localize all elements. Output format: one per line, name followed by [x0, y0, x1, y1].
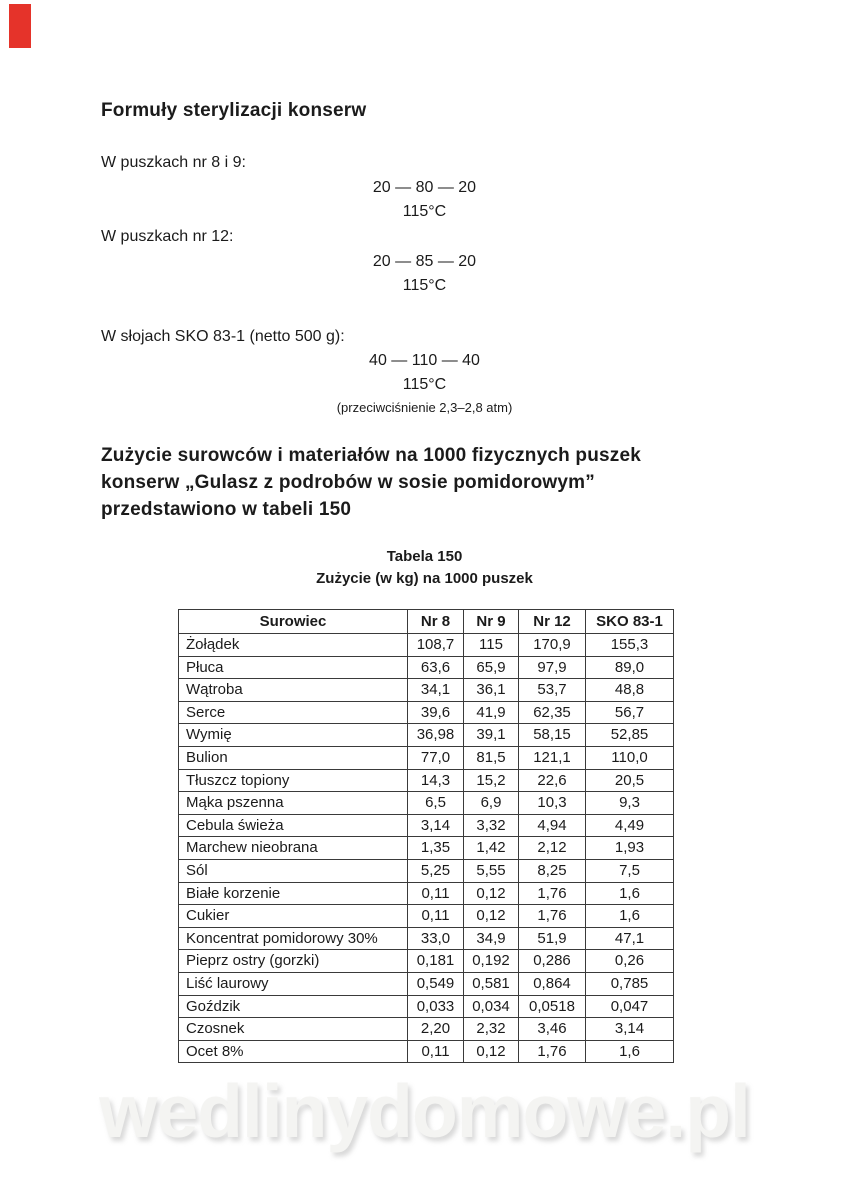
ingredient-name-cell: Ocet 8%: [179, 1040, 408, 1063]
quantity-cell: 0,192: [464, 950, 519, 973]
ingredient-name-cell: Koncentrat pomidorowy 30%: [179, 927, 408, 950]
quantity-cell: 1,93: [586, 837, 674, 860]
quantity-cell: 1,76: [519, 882, 586, 905]
quantity-cell: 0,11: [408, 1040, 464, 1063]
formula-line-cans-8-9: 20 — 80 — 20: [372, 179, 477, 196]
table-row: [179, 882, 674, 905]
table-row: [179, 995, 674, 1018]
quantity-cell: 6,5: [408, 792, 464, 815]
quantity-cell: 34,9: [464, 927, 519, 950]
quantity-cell: 41,9: [464, 701, 519, 724]
ingredient-name-cell: Białe korzenie: [179, 882, 408, 905]
table-row: [179, 859, 674, 882]
quantity-cell: 0,785: [586, 972, 674, 995]
quantity-cell: 22,6: [519, 769, 586, 792]
quantity-cell: 155,3: [586, 634, 674, 657]
quantity-cell: 48,8: [586, 679, 674, 702]
table-row: [179, 724, 674, 747]
temperature-line-cans-8-9: 115°C: [402, 203, 447, 220]
column-header-surowiec: Surowiec: [179, 610, 408, 634]
quantity-cell: 110,0: [586, 746, 674, 769]
ingredient-name-cell: Mąka pszenna: [179, 792, 408, 815]
quantity-cell: 6,9: [464, 792, 519, 815]
quantity-cell: 0,26: [586, 950, 674, 973]
quantity-cell: 3,46: [519, 1018, 586, 1041]
quantity-cell: 0,047: [586, 995, 674, 1018]
quantity-cell: 62,35: [519, 701, 586, 724]
quantity-cell: 4,94: [519, 814, 586, 837]
column-header-sko-83-1: SKO 83-1: [586, 610, 674, 634]
usage-paragraph-line-1: Zużycie surowców i materiałów na 1000 fizycznych puszek: [101, 445, 642, 466]
ingredient-name-cell: Płuca: [179, 656, 408, 679]
temperature-line-jars-sko: 115°C: [402, 376, 447, 393]
quantity-cell: 0,0518: [519, 995, 586, 1018]
quantity-cell: 0,864: [519, 972, 586, 995]
table-row: [179, 769, 674, 792]
table-caption-title: Tabela 150: [386, 548, 463, 565]
table-row: [179, 950, 674, 973]
quantity-cell: 0,12: [464, 905, 519, 928]
ingredient-name-cell: Czosnek: [179, 1018, 408, 1041]
table-row: [179, 679, 674, 702]
quantity-cell: 121,1: [519, 746, 586, 769]
quantity-cell: 115: [464, 634, 519, 657]
ingredient-name-cell: Sól: [179, 859, 408, 882]
quantity-cell: 15,2: [464, 769, 519, 792]
ingredient-name-cell: Pieprz ostry (gorzki): [179, 950, 408, 973]
ingredient-name-cell: Tłuszcz topiony: [179, 769, 408, 792]
quantity-cell: 65,9: [464, 656, 519, 679]
table-row: [179, 927, 674, 950]
quantity-cell: 8,25: [519, 859, 586, 882]
quantity-cell: 0,033: [408, 995, 464, 1018]
temperature-line-cans-12: 115°C: [402, 277, 447, 294]
table-body: [179, 634, 674, 1063]
table-row: [179, 905, 674, 928]
table-row: [179, 972, 674, 995]
quantity-cell: 0,286: [519, 950, 586, 973]
column-header-nr8: Nr 8: [408, 610, 464, 634]
quantity-cell: 20,5: [586, 769, 674, 792]
quantity-cell: 3,14: [586, 1018, 674, 1041]
quantity-cell: 53,7: [519, 679, 586, 702]
table-row: [179, 837, 674, 860]
quantity-cell: 51,9: [519, 927, 586, 950]
formula-line-jars-sko: 40 — 110 — 40: [369, 352, 480, 369]
ingredient-name-cell: Wymię: [179, 724, 408, 747]
table-row: [179, 656, 674, 679]
quantity-cell: 0,581: [464, 972, 519, 995]
page-title: Formuły sterylizacji konserw: [101, 100, 367, 121]
section-label-cans-12: W puszkach nr 12:: [101, 228, 234, 245]
quantity-cell: 0,12: [464, 882, 519, 905]
quantity-cell: 1,35: [408, 837, 464, 860]
quantity-cell: 58,15: [519, 724, 586, 747]
ingredient-name-cell: Liść laurowy: [179, 972, 408, 995]
table-row: [179, 746, 674, 769]
table-caption-subtitle: Zużycie (w kg) na 1000 puszek: [316, 570, 533, 587]
quantity-cell: 1,6: [586, 905, 674, 928]
quantity-cell: 77,0: [408, 746, 464, 769]
quantity-cell: 10,3: [519, 792, 586, 815]
quantity-cell: 56,7: [586, 701, 674, 724]
usage-paragraph-line-2: konserw „Gulasz z podrobów w sosie pomidorowym”: [101, 472, 595, 493]
ingredient-name-cell: Serce: [179, 701, 408, 724]
section-label-jars-sko: W słojach SKO 83-1 (netto 500 g):: [101, 328, 345, 345]
ingredient-name-cell: Wątroba: [179, 679, 408, 702]
ingredient-name-cell: Cebula świeża: [179, 814, 408, 837]
table-row: [179, 814, 674, 837]
quantity-cell: 33,0: [408, 927, 464, 950]
ingredient-name-cell: Bulion: [179, 746, 408, 769]
ingredient-name-cell: Marchew nieobrana: [179, 837, 408, 860]
quantity-cell: 7,5: [586, 859, 674, 882]
quantity-cell: 0,549: [408, 972, 464, 995]
quantity-cell: 36,98: [408, 724, 464, 747]
section-label-cans-8-9: W puszkach nr 8 i 9:: [101, 154, 246, 171]
quantity-cell: 1,6: [586, 882, 674, 905]
quantity-cell: 2,12: [519, 837, 586, 860]
quantity-cell: 1,76: [519, 1040, 586, 1063]
column-header-nr12: Nr 12: [519, 610, 586, 634]
quantity-cell: 39,1: [464, 724, 519, 747]
table-row: [179, 701, 674, 724]
quantity-cell: 1,76: [519, 905, 586, 928]
quantity-cell: 5,25: [408, 859, 464, 882]
watermark: wedlinydomowe.pl: [99, 1069, 750, 1153]
quantity-cell: 0,034: [464, 995, 519, 1018]
quantity-cell: 0,181: [408, 950, 464, 973]
quantity-cell: 2,32: [464, 1018, 519, 1041]
ingredients-table: [178, 609, 674, 1063]
quantity-cell: 9,3: [586, 792, 674, 815]
table-header-row: [179, 610, 674, 634]
quantity-cell: 97,9: [519, 656, 586, 679]
quantity-cell: 4,49: [586, 814, 674, 837]
quantity-cell: 3,32: [464, 814, 519, 837]
ingredient-name-cell: Goździk: [179, 995, 408, 1018]
ingredient-name-cell: Cukier: [179, 905, 408, 928]
table-row: [179, 1040, 674, 1063]
usage-paragraph-line-3: przedstawiono w tabeli 150: [101, 499, 352, 520]
quantity-cell: 170,9: [519, 634, 586, 657]
quantity-cell: 2,20: [408, 1018, 464, 1041]
quantity-cell: 39,6: [408, 701, 464, 724]
quantity-cell: 108,7: [408, 634, 464, 657]
table-row: [179, 792, 674, 815]
quantity-cell: 63,6: [408, 656, 464, 679]
column-header-nr9: Nr 9: [464, 610, 519, 634]
pressure-note: (przeciwciśnienie 2,3–2,8 atm): [336, 400, 513, 415]
formula-line-cans-12: 20 — 85 — 20: [372, 253, 477, 270]
quantity-cell: 0,11: [408, 905, 464, 928]
table-row: [179, 1018, 674, 1041]
quantity-cell: 1,6: [586, 1040, 674, 1063]
quantity-cell: 52,85: [586, 724, 674, 747]
quantity-cell: 34,1: [408, 679, 464, 702]
quantity-cell: 1,42: [464, 837, 519, 860]
quantity-cell: 0,11: [408, 882, 464, 905]
quantity-cell: 47,1: [586, 927, 674, 950]
quantity-cell: 89,0: [586, 656, 674, 679]
quantity-cell: 81,5: [464, 746, 519, 769]
red-marker: [9, 4, 31, 48]
quantity-cell: 36,1: [464, 679, 519, 702]
ingredient-name-cell: Żołądek: [179, 634, 408, 657]
quantity-cell: 3,14: [408, 814, 464, 837]
quantity-cell: 5,55: [464, 859, 519, 882]
quantity-cell: 14,3: [408, 769, 464, 792]
table-row: [179, 634, 674, 657]
quantity-cell: 0,12: [464, 1040, 519, 1063]
